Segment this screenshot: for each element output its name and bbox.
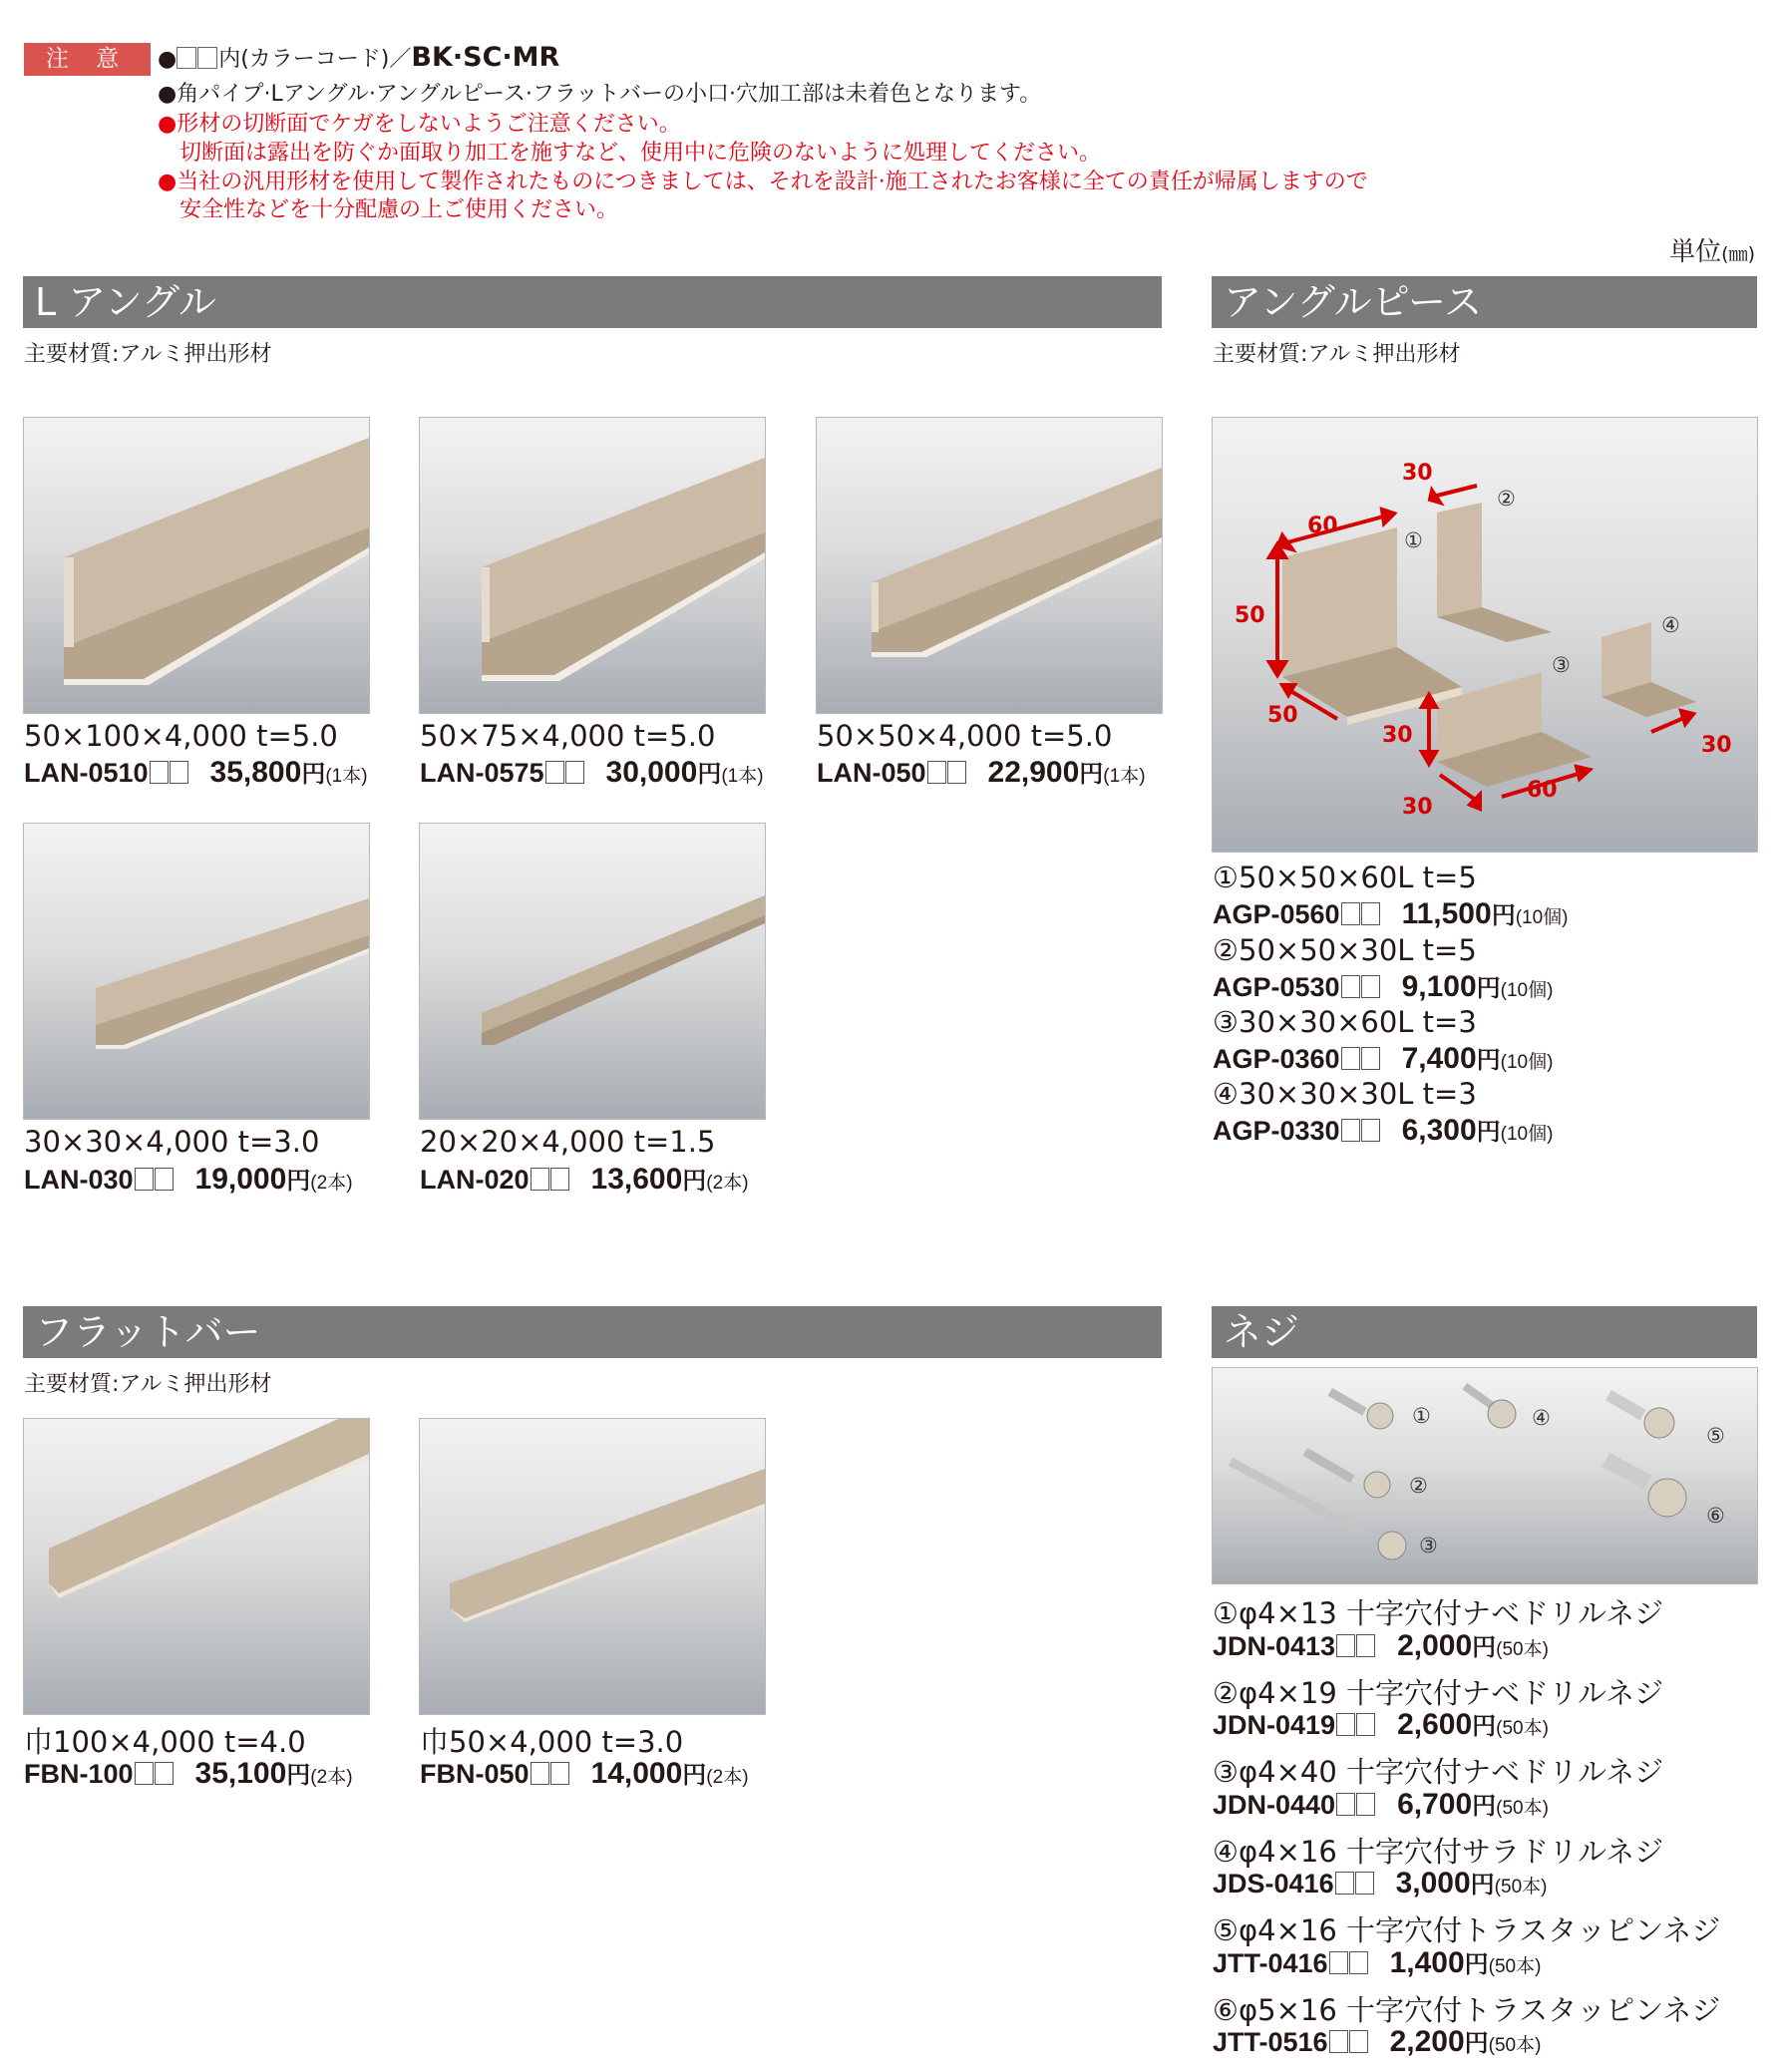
l-angle-spec-4: 30×30×4,000 t=3.0	[24, 1125, 320, 1159]
l-angle-photo-3	[816, 417, 1163, 714]
notice-line-5: ●当社の汎用形材を使用して製作されたものにつきましては、それを設計·施工されたお客様に全ての責任が帰属しますので	[158, 170, 1368, 194]
l-angle-price-line-4: LAN-030 19,000円(2本)	[24, 1163, 353, 1196]
piece-2-vertical	[1437, 503, 1482, 617]
l-angle-price-line-3: LAN-050 22,900円(1本)	[817, 756, 1146, 789]
notice-line-3: ●形材の切断面でケガをしないようご注意ください。	[158, 112, 681, 137]
l-angle-spec-1: 50×100×4,000 t=5.0	[24, 719, 338, 753]
flat-bar-spec-1: 巾100×4,000 t=4.0	[24, 1725, 306, 1759]
flat-bar-price-line-1: FBN-100 35,100円(2本)	[24, 1757, 353, 1790]
angle-piece-price-line-4: AGP-0330 6,300円(10個)	[1213, 1114, 1554, 1147]
screw-spec-6: ⑥φ5×16 十字穴付トラスタッピンネジ	[1213, 1993, 1721, 2027]
angle-piece-spec-4: ④30×30×30L t=3	[1213, 1077, 1477, 1111]
screw-spec-4: ④φ4×16 十字穴付サラドリルネジ	[1213, 1835, 1664, 1869]
unit-label: 単位(㎜)	[1669, 237, 1755, 267]
piece-label-4: ④	[1661, 613, 1680, 637]
screw-title: ネジ	[1212, 1306, 1757, 1358]
screw-spec-3: ③φ4×40 十字穴付ナベドリルネジ	[1213, 1755, 1664, 1789]
l-angle-spec-3: 50×50×4,000 t=5.0	[817, 719, 1113, 753]
notice-line-4: 切断面は露出を防ぐか面取り加工を施すなど、使用中に危険のないように処理してください。	[179, 141, 1102, 166]
flat-bar-photo-2	[419, 1418, 766, 1715]
screw-4	[1462, 1383, 1516, 1428]
dim-30-d: 30	[1701, 733, 1732, 758]
screw-label-2: ②	[1409, 1474, 1428, 1498]
notice-line-6: 安全性などを十分配慮の上ご使用ください。	[179, 197, 619, 222]
piece-label-2: ②	[1497, 487, 1516, 511]
l-angle-photo-4	[23, 823, 370, 1120]
l-angle-spec-2: 50×75×4,000 t=5.0	[420, 719, 716, 753]
notice-badge: 注 意	[24, 43, 151, 76]
screw-2	[1303, 1448, 1391, 1498]
l-angle-price-line-1: LAN-0510 35,800円(1本)	[24, 756, 368, 789]
l-angle-photo-5	[419, 823, 766, 1120]
flat-bar-title: フラットバー	[23, 1306, 1162, 1358]
screw-6	[1601, 1453, 1686, 1517]
screw-1	[1328, 1388, 1394, 1429]
screw-price-line-2: JDN-0419 2,600円(50本)	[1213, 1708, 1549, 1741]
screw-label-4: ④	[1532, 1406, 1551, 1430]
screw-price-line-3: JDN-0440 6,700円(50本)	[1213, 1788, 1549, 1821]
flat-bar-material: 主要材質:アルミ押出形材	[24, 1372, 272, 1397]
dim-30-c: 30	[1402, 795, 1433, 820]
screw-price-line-1: JDN-0413 2,000円(50本)	[1213, 1629, 1549, 1662]
angle-piece-spec-2: ②50×50×30L t=5	[1213, 933, 1477, 967]
l-angle-price-line-2: LAN-0575 30,000円(1本)	[420, 756, 764, 789]
screw-price-line-4: JDS-0416 3,000円(50本)	[1213, 1867, 1548, 1899]
piece-label-1: ①	[1404, 528, 1423, 552]
l-angle-material: 主要材質:アルミ押出形材	[24, 342, 272, 367]
screw-label-5: ⑤	[1706, 1424, 1725, 1448]
l-angle-title: L アングル	[23, 276, 1162, 328]
angle-piece-material: 主要材質:アルミ押出形材	[1213, 342, 1461, 367]
dim-30-a: 30	[1402, 461, 1433, 486]
screw-spec-1: ①φ4×13 十字穴付ナベドリルネジ	[1213, 1596, 1664, 1630]
dim-60-b: 60	[1527, 778, 1558, 803]
screw-5	[1605, 1390, 1674, 1438]
screw-label-6: ⑥	[1706, 1504, 1725, 1528]
angle-piece-price-line-2: AGP-0530 9,100円(10個)	[1213, 970, 1554, 1003]
screw-price-line-5: JTT-0416 1,400円(50本)	[1213, 1946, 1542, 1979]
screw-price-line-6: JTT-0516 2,200円(50本)	[1213, 2025, 1542, 2058]
notice-line-1: ● 内(カラーコード)／BK·SC·MR	[158, 42, 560, 73]
screw-label-1: ①	[1412, 1404, 1431, 1428]
angle-piece-diagram	[1212, 417, 1758, 853]
flat-bar-photo-1	[23, 1418, 370, 1715]
angle-piece-spec-3: ③30×30×60L t=3	[1213, 1005, 1477, 1039]
screw-spec-5: ⑤φ4×16 十字穴付トラスタッピンネジ	[1213, 1913, 1721, 1947]
screw-spec-2: ②φ4×19 十字穴付ナベドリルネジ	[1213, 1676, 1664, 1710]
angle-piece-title: アングルピース	[1212, 276, 1757, 328]
piece-label-3: ③	[1552, 653, 1571, 677]
dim-50-a: 50	[1235, 603, 1265, 628]
notice-line-2: ●角パイプ·Lアングル·アングルピース·フラットバーの小口·穴加工部は未着色となります。	[158, 82, 1042, 107]
screw-label-3: ③	[1419, 1534, 1438, 1557]
l-angle-photo-2	[419, 417, 766, 714]
angle-piece-price-line-1: AGP-0560 11,500円(10個)	[1213, 897, 1569, 930]
flat-bar-spec-2: 巾50×4,000 t=3.0	[420, 1725, 684, 1759]
dim-50-b: 50	[1267, 703, 1298, 728]
flat-bar-price-line-2: FBN-050 14,000円(2本)	[420, 1757, 749, 1790]
dim-30-b: 30	[1382, 723, 1413, 748]
screw-photo	[1212, 1367, 1758, 1584]
dim-60-a: 60	[1307, 514, 1338, 538]
l-angle-photo-1	[23, 417, 370, 714]
angle-piece-spec-1: ①50×50×60L t=5	[1213, 861, 1477, 894]
angle-piece-price-line-3: AGP-0360 7,400円(10個)	[1213, 1042, 1554, 1075]
l-angle-spec-5: 20×20×4,000 t=1.5	[420, 1125, 716, 1159]
l-angle-price-line-5: LAN-020 13,600円(2本)	[420, 1163, 749, 1196]
